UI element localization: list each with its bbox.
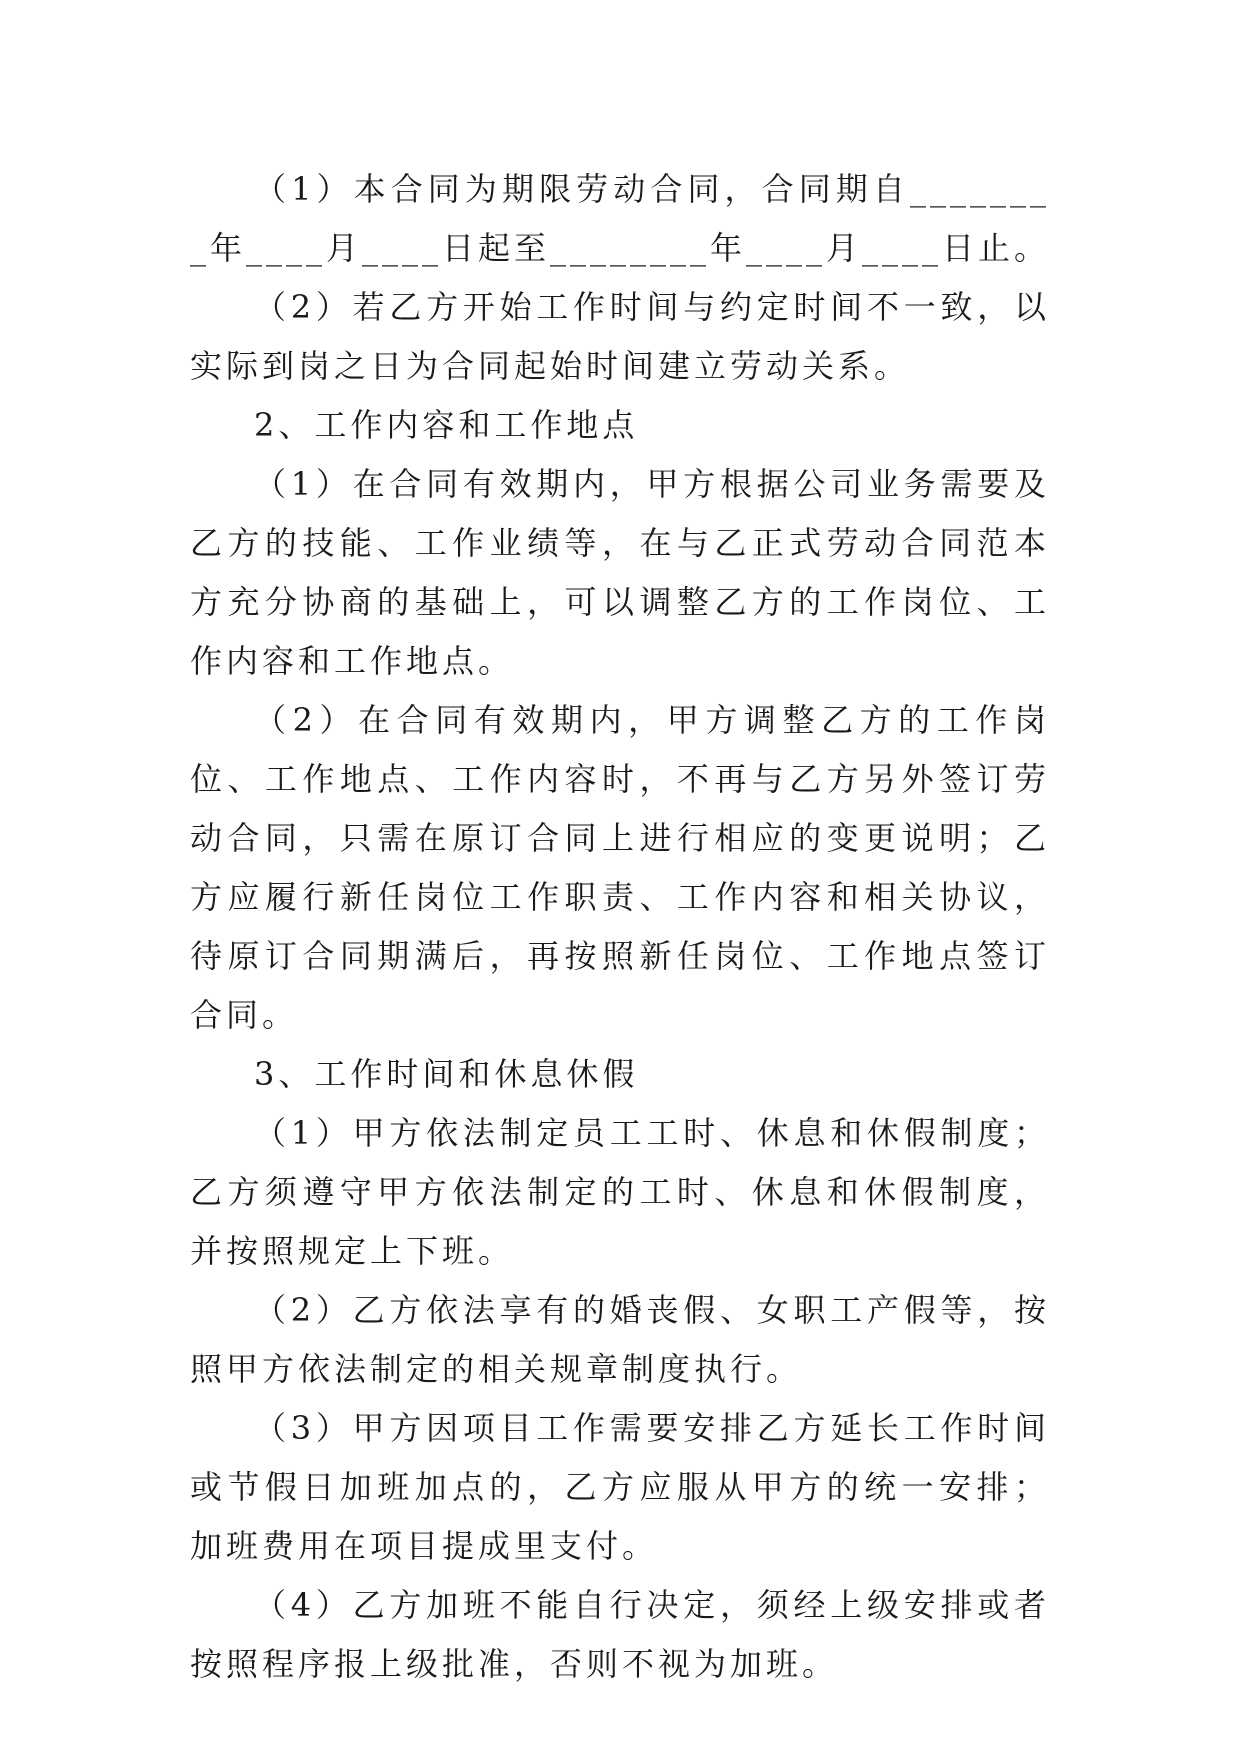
clause-3-4: （4）乙方加班不能自行决定，须经上级安排或者按照程序报上级批准，否则不视为加班。 (190, 1586, 1050, 1683)
clause-1-2: （2）若乙方开始工作时间与约定时间不一致，以实际到岗之日为合同起始时间建立劳动关系。 (190, 288, 1050, 385)
clause-3-1: （1）甲方依法制定员工工时、休息和休假制度；乙方须遵守甲方依法制定的工时、休息和休假制度，并按照规定上下班。 (190, 1114, 1050, 1270)
section-heading-3: 3、工作时间和休息休假 (254, 1055, 639, 1093)
clause-2-2: （2）在合同有效期内，甲方调整乙方的工作岗位、工作地点、工作内容时，不再与乙方另外签订劳动合同，只需在原订合同上进行相应的变更说明；乙方应履行新任岗位工作职责、工作内容和相关协议，待原订合同期满后，再按照新任岗位、工作地点签订合同。 (190, 701, 1050, 1034)
clause-2-1: （1）在合同有效期内，甲方根据公司业务需要及乙方的技能、工作业绩等，在与乙正式劳动合同范本方充分协商的基础上，可以调整乙方的工作岗位、工作内容和工作地点。 (190, 465, 1050, 680)
document-body (190, 160, 1050, 1694)
clause-3-3: （3）甲方因项目工作需要安排乙方延长工作时间或节假日加班加点的，乙方应服从甲方的统一安排；加班费用在项目提成里支付。 (190, 1409, 1050, 1565)
section-heading-2: 2、工作内容和工作地点 (254, 406, 639, 444)
clause-1-1: （1）本合同为期限劳动合同，合同期自________年____月____日起至________年____月____日止。 (190, 170, 1051, 267)
clause-3-2: （2）乙方依法享有的婚丧假、女职工产假等，按照甲方依法制定的相关规章制度执行。 (190, 1291, 1050, 1388)
